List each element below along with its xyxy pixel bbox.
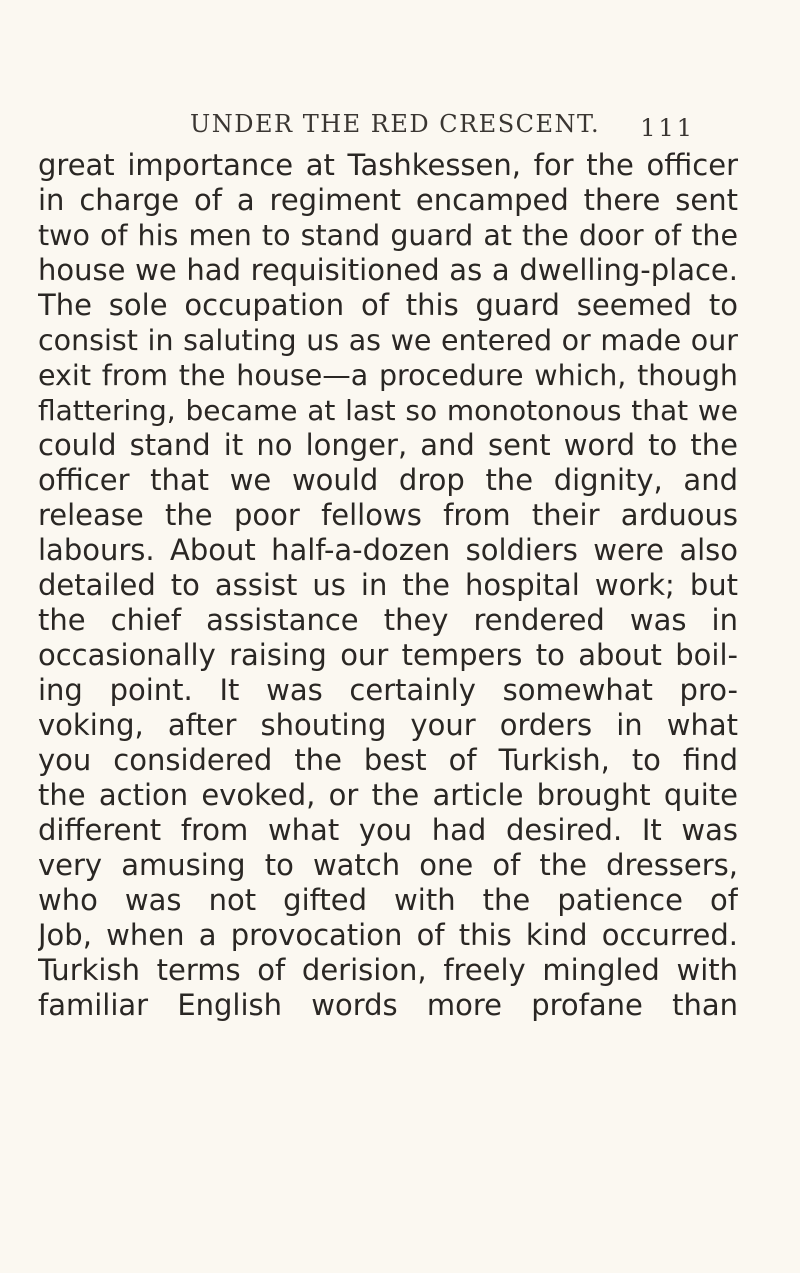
text-line: Job, when a provocation of this kind occurred. (38, 918, 738, 952)
text-line: house we had requisitioned as a dwelling-place. (38, 253, 738, 287)
text-line: flattering, became at last so monotonous that we (38, 394, 738, 427)
text-line: detailed to assist us in the hospital work; but (38, 568, 738, 602)
text-line: ing point. It was certainly somewhat pro- (38, 673, 738, 707)
running-head (190, 110, 695, 146)
text-line: in charge of a regiment encamped there sent (38, 183, 738, 217)
text-line: familiar English words more profane than (38, 988, 738, 1022)
text-line: different from what you had desired. It was (38, 813, 738, 847)
text-line: consist in saluting us as we entered or made our (38, 324, 738, 357)
body-text (38, 148, 738, 1023)
text-line: occasionally raising our tempers to about boil- (38, 638, 738, 672)
text-line: exit from the house—a procedure which, though (38, 359, 738, 392)
page-number: 111 (640, 114, 695, 142)
text-line: the action evoked, or the article brought quite (38, 778, 738, 812)
running-title: UNDER THE RED CRESCENT. (190, 110, 601, 138)
text-line: very amusing to watch one of the dressers, (38, 848, 738, 882)
text-line: release the poor fellows from their arduous (38, 498, 738, 532)
text-line: could stand it no longer, and sent word to the (38, 428, 738, 462)
text-line: two of his men to stand guard at the door of the (38, 219, 738, 252)
text-line: The sole occupation of this guard seemed to (38, 288, 738, 322)
text-line: voking, after shouting your orders in what (38, 708, 738, 742)
text-line: labours. About half-a-dozen soldiers were also (38, 533, 738, 567)
text-line: Turkish terms of derision, freely mingled with (38, 953, 738, 987)
text-line: great importance at Tashkessen, for the officer (38, 148, 738, 182)
text-line: you considered the best of Turkish, to find (38, 743, 738, 777)
text-line: who was not gifted with the patience of (38, 883, 738, 917)
text-line: the chief assistance they rendered was in (38, 603, 738, 637)
text-line: officer that we would drop the dignity, and (38, 463, 738, 497)
